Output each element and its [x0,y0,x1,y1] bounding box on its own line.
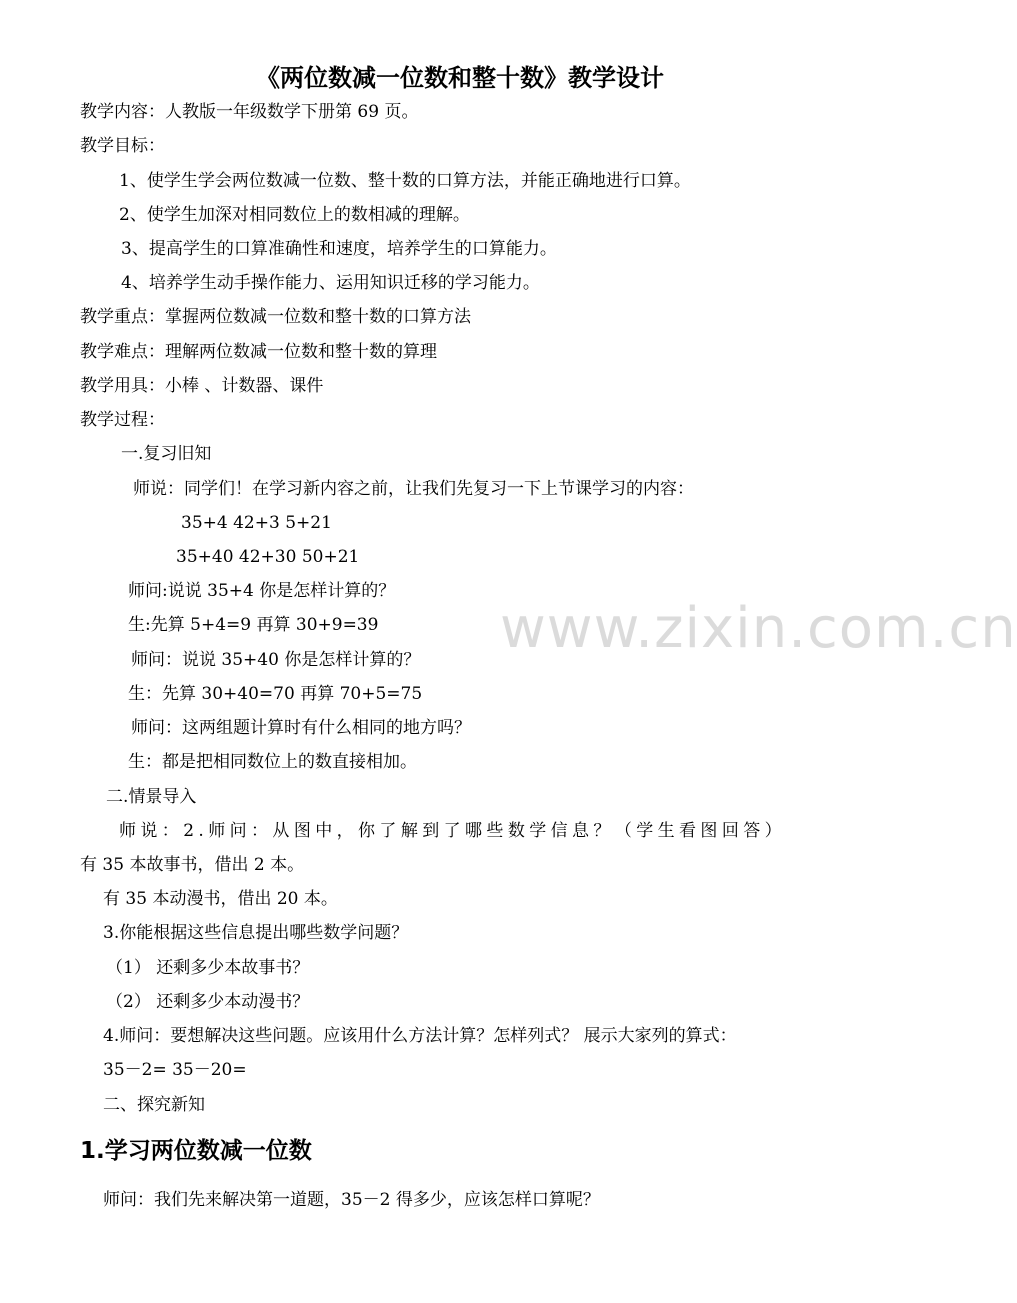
section-intro: 二.情景导入 [106,787,197,807]
teaching-goals-label: 教学目标： [80,136,165,156]
teaching-key-point: 教学重点：掌握两位数减一位数和整十数的口算方法 [80,307,471,327]
goal-item: 2、使学生加深对相同数位上的数相减的理解。 [119,205,470,225]
teaching-tools: 教学用具：小棒 、计数器、课件 [80,376,324,396]
question-item: （2） 还剩多少本动漫书？ [106,992,310,1012]
paragraph-line: 师说：同学们！在学习新内容之前，让我们先复习一下上节课学习的内容： [133,479,694,499]
paragraph-line: 师说：2.师问：从图中，你了解到了哪些数学信息？（学生看图回答） [119,821,787,841]
document-title: 《两位数减一位数和整十数》教学设计 [256,64,664,92]
dialogue-line: 生：先算 30+40=70 再算 70+5=75 [128,684,423,704]
dialogue-line: 生:先算 5+4=9 再算 30+9=39 [128,615,379,635]
teaching-process-label: 教学过程： [80,410,165,430]
question-item: （1） 还剩多少本故事书？ [106,958,310,978]
teaching-content: 教学内容：人教版一年级数学下册第 69 页。 [80,102,419,122]
goal-item: 3、提高学生的口算准确性和速度，培养学生的口算能力。 [121,239,557,259]
exercise-row: 35+4 42+3 5+21 [181,513,332,533]
exercise-row: 35+40 42+30 50+21 [176,547,360,567]
dialogue-line: 师问:说说 35+4 你是怎样计算的？ [128,581,396,601]
section-review: 一.复习旧知 [121,444,212,464]
formula-line: 35－2= 35－20= [103,1060,247,1080]
dialogue-line: 师问：说说 35+40 你是怎样计算的？ [131,650,421,670]
paragraph-line: 有 35 本动漫书，借出 20 本。 [103,889,338,909]
teaching-difficulty: 教学难点：理解两位数减一位数和整十数的算理 [80,342,437,362]
dialogue-line: 生：都是把相同数位上的数直接相加。 [128,752,417,772]
goal-item: 1、使学生学会两位数减一位数、整十数的口算方法，并能正确地进行口算。 [119,171,691,191]
section-explore: 二、探究新知 [103,1095,205,1115]
section-heading: 1.学习两位数减一位数 [80,1138,312,1164]
paragraph-line: 师问：我们先来解决第一道题，35－2 得多少，应该怎样口算呢？ [103,1190,600,1210]
paragraph-line: 有 35 本故事书，借出 2 本。 [80,855,305,875]
dialogue-line: 师问：这两组题计算时有什么相同的地方吗？ [131,718,471,738]
watermark: www.zixin.com.cn [500,596,1017,661]
paragraph-line: 4.师问：要想解决这些问题。应该用什么方法计算？怎样列式？ 展示大家列的算式： [103,1026,737,1046]
paragraph-line: 3.你能根据这些信息提出哪些数学问题？ [103,923,409,943]
goal-item: 4、培养学生动手操作能力、运用知识迁移的学习能力。 [121,273,540,293]
